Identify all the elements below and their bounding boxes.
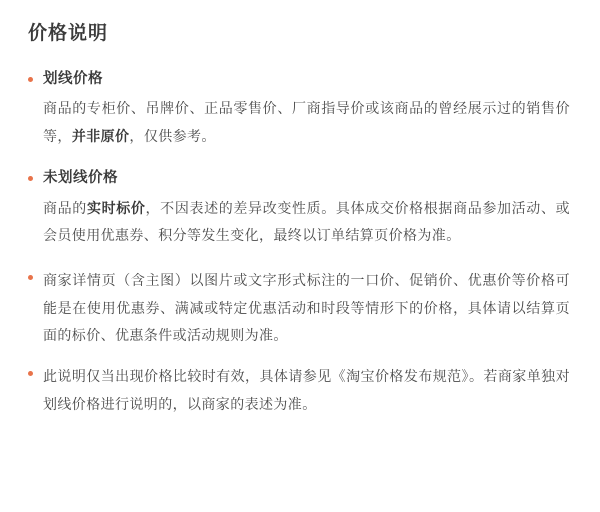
section-non-strikethrough-price	[26, 168, 574, 249]
bullet-icon	[28, 176, 33, 181]
section-body-text-post: ，不因表述的差异改变性质。具体成交价格根据商品参加活动、或会员使用优惠券、积分等发生变化，最终以订单结算页价格为准。	[43, 199, 570, 244]
bullet-icon	[28, 77, 33, 82]
section-body	[43, 195, 574, 250]
section-body: 商家详情页（含主图）以图片或文字形式标注的一口价、促销价、优惠价等价格可能是在使用优惠券、满减或特定优惠活动和时段等情形下的价格，具体请以结算页面的标价、优惠条件或活动规则为准。	[43, 272, 570, 343]
section-body-text-pre: 商品的专柜价、吊牌价、正品零售价、厂商指导价或该商品的曾经展示过的销售价等，	[43, 100, 570, 144]
section-merchant-detail-page	[26, 267, 574, 349]
section-body: 此说明仅当出现价格比较时有效，具体请参见《淘宝价格发布规范》。若商家单独对划线价格进行说明的，以商家的表述为准。	[43, 368, 570, 412]
bullet-icon	[28, 371, 33, 376]
section-validity-note	[26, 363, 574, 418]
page-title: 价格说明	[28, 23, 109, 44]
section-body-text-pre: 商品的	[43, 199, 87, 216]
section-heading: 未划线价格	[43, 170, 118, 187]
section-strikethrough-price	[26, 69, 574, 150]
section-body-emphasis: 并非原价	[71, 127, 130, 144]
section-body-emphasis: 实时标价	[86, 199, 146, 216]
section-heading: 划线价格	[43, 70, 103, 87]
bullet-icon	[28, 275, 33, 280]
section-body-text-post: ，仅供参考。	[129, 127, 216, 144]
section-body	[43, 95, 574, 150]
